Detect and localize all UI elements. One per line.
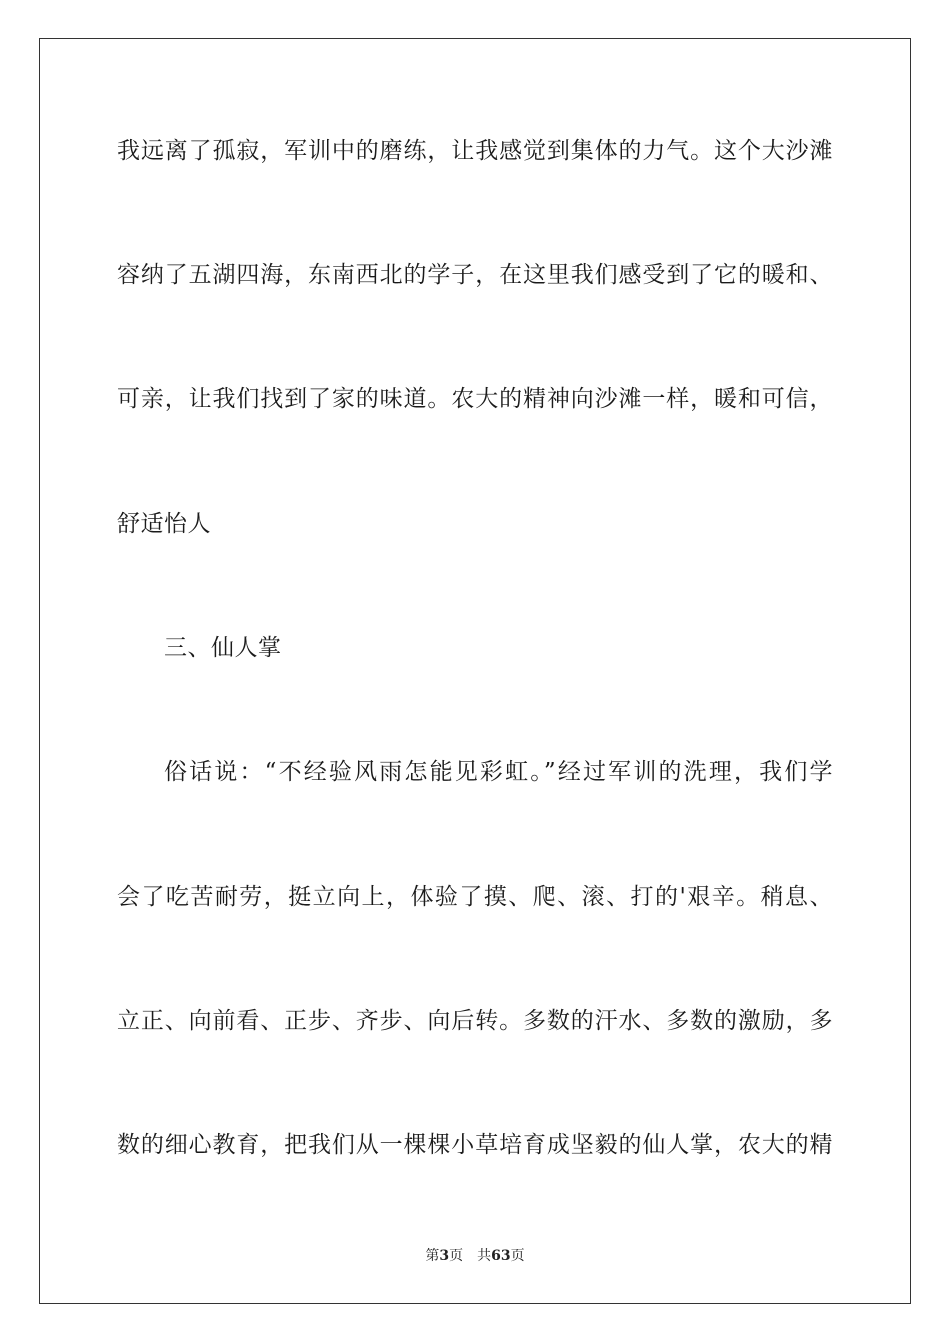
body-text-line: 可亲，让我们找到了家的味道。农大的精神向沙滩一样，暖和可信， — [117, 386, 833, 412]
page-suffix: 页 — [449, 1248, 464, 1264]
body-text-line: 会了吃苦耐劳，挺立向上，体验了摸、爬、滚、打的'艰辛。稍息、 — [117, 884, 833, 910]
body-text-line: 舒适怡人 — [117, 511, 211, 537]
body-text-line: 容纳了五湖四海，东南西北的学子，在这里我们感受到了它的暖和、 — [117, 262, 833, 288]
body-text-line: 我远离了孤寂，军训中的磨练，让我感觉到集体的力气。这个大沙滩 — [117, 138, 833, 164]
body-text-line: 立正、向前看、正步、齐步、向后转。多数的汗水、多数的激励，多 — [117, 1008, 833, 1034]
total-suffix: 页 — [510, 1248, 525, 1264]
total-pages: 63 — [491, 1248, 511, 1264]
total-prefix: 共 — [477, 1248, 492, 1264]
page-border — [39, 38, 911, 1304]
section-heading: 三、仙人掌 — [164, 635, 282, 661]
page-number: 3 — [439, 1248, 450, 1264]
body-text-line: 数的细心教育，把我们从一棵棵小草培育成坚毅的仙人掌，农大的精 — [117, 1132, 833, 1158]
page-footer — [0, 1247, 950, 1265]
body-text-line: 俗话说：“不经验风雨怎能见彩虹。”经过军训的洗理，我们学 — [164, 759, 833, 785]
page-prefix: 第 — [425, 1248, 440, 1264]
